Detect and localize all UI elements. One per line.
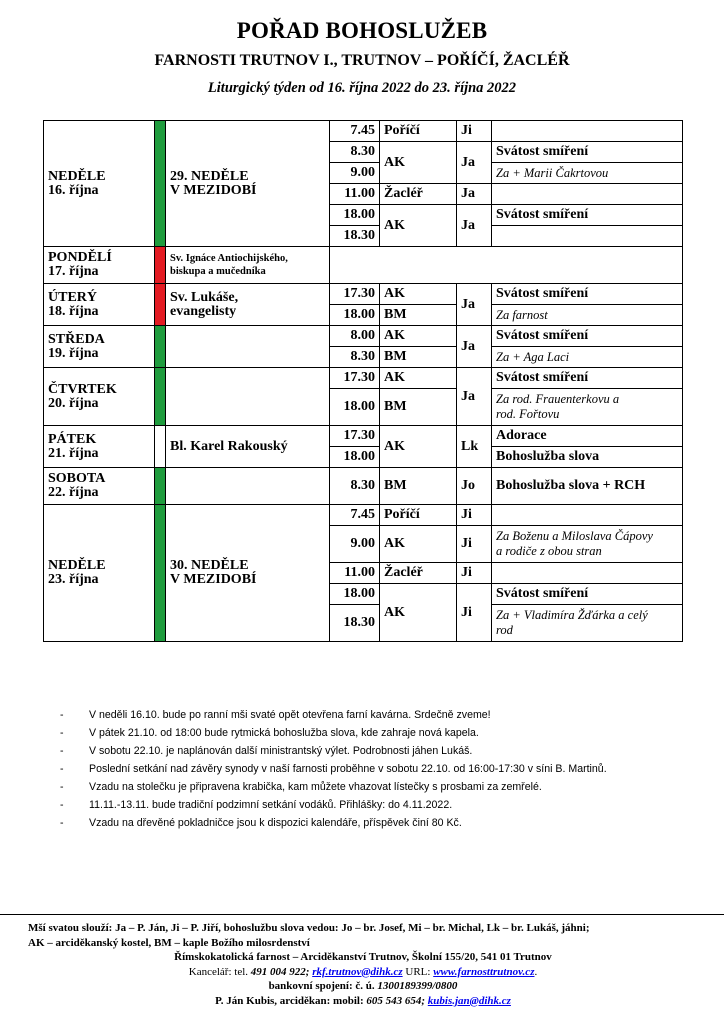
- place-cell: Žacléř: [380, 563, 457, 584]
- liturgical-color-green: [155, 121, 166, 247]
- feast-cell: Bl. Karel Rakouský: [166, 426, 330, 468]
- note-cell: [492, 121, 683, 142]
- time-cell: 11.00: [330, 184, 380, 205]
- place-cell: AK: [380, 284, 457, 305]
- feast-cell: [166, 326, 330, 368]
- time-cell: 8.30: [330, 347, 380, 368]
- time-cell: 18.00: [330, 305, 380, 326]
- priest-email-link[interactable]: kubis.jan@dihk.cz: [427, 994, 511, 1007]
- list-item: - 11.11.-13.11. bude tradiční podzimní setkání vodáků. Přihlášky: do 4.11.2022.: [56, 799, 686, 812]
- note-cell: Za rod. Frauenterkovu a rod. Fořtovu: [492, 389, 683, 426]
- celebrant-cell: Ja: [457, 205, 492, 247]
- note-cell: Za + Vladimíra Žďárka a celý rod: [492, 605, 683, 642]
- table-row: [44, 468, 683, 505]
- week-range: Liturgický týden od 16. října 2022 do 23. října 2022: [207, 80, 517, 96]
- note-cell: Svátost smíření: [492, 142, 683, 163]
- list-item: - V sobotu 22.10. je naplánován další ministrantský výlet. Podrobnosti jáhen Lukáš.: [56, 745, 686, 758]
- note-cell: [492, 226, 683, 247]
- liturgical-color-red: [155, 284, 166, 326]
- footer-office: Kancelář: tel. 491 004 922; rkf.trutnov@dihk.cz URL: www.farnosttrutnov.cz.: [188, 965, 538, 978]
- day-cell: ČTVRTEK 20. října: [44, 368, 155, 426]
- place-cell: BM: [380, 468, 457, 505]
- feast-cell: [166, 368, 330, 426]
- note-cell: Za + Marii Čakrtovou: [492, 163, 683, 184]
- celebrant-cell: Ja: [457, 142, 492, 184]
- schedule-table: [43, 120, 683, 642]
- note-cell: [492, 505, 683, 526]
- list-item: - Vzadu na stolečku je připravena krabička, kam můžete vhazovat lístečky s prosbami za zemřelé.: [56, 781, 686, 794]
- office-phone: 491 004 922;: [250, 965, 310, 978]
- place-cell: AK: [380, 526, 457, 563]
- notices-list: [56, 709, 686, 835]
- liturgical-color-green: [155, 468, 166, 505]
- footer-bank: bankovní spojení: č. ú. 1300189399/0800: [268, 980, 458, 992]
- feast-cell: [166, 468, 330, 505]
- feast-cell: Sv. Lukáše, evangelisty: [166, 284, 330, 326]
- liturgical-color-green: [155, 505, 166, 642]
- celebrant-cell: Ji: [457, 563, 492, 584]
- time-cell: 18.00: [330, 447, 380, 468]
- time-cell: 18.30: [330, 226, 380, 247]
- website-link[interactable]: www.farnosttrutnov.cz: [433, 965, 535, 978]
- time-cell: 18.30: [330, 605, 380, 642]
- celebrant-cell: Ji: [457, 526, 492, 563]
- footer-legend-celebrants: Mší svatou slouží: Ja – P. Ján, Ji – P. Jiří, bohoslužbu slova vedou: Jo – br. Josef, Mi – br. Michal, Lk – br. Lukáš, jáhni;: [28, 922, 590, 934]
- time-cell: 18.00: [330, 584, 380, 605]
- note-cell: Za Boženu a Miloslava Čápovy a rodiče z obou stran: [492, 526, 683, 563]
- list-item: - V pátek 21.10. od 18:00 bude rytmická bohoslužba slova, kde zahraje nová kapela.: [56, 727, 686, 740]
- place-cell: AK: [380, 368, 457, 389]
- day-cell: PONDĚLÍ 17. října: [44, 247, 155, 284]
- place-cell: Poříčí: [380, 505, 457, 526]
- day-cell: SOBOTA 22. října: [44, 468, 155, 505]
- celebrant-cell: Jo: [457, 468, 492, 505]
- parish-subtitle: FARNOSTI TRUTNOV I., TRUTNOV – POŘÍČÍ, ŽACLÉŘ: [154, 52, 570, 69]
- place-cell: BM: [380, 305, 457, 326]
- place-cell: AK: [380, 326, 457, 347]
- table-row: [44, 326, 683, 347]
- place-cell: AK: [380, 142, 457, 184]
- day-cell: PÁTEK 21. října: [44, 426, 155, 468]
- time-cell: 9.00: [330, 526, 380, 563]
- time-cell: 9.00: [330, 163, 380, 184]
- time-cell: 17.30: [330, 426, 380, 447]
- list-item: - Vzadu na dřevěné pokladničce jsou k dispozici kalendáře, příspěvek činí 80 Kč.: [56, 817, 686, 830]
- celebrant-cell: Ja: [457, 184, 492, 205]
- place-cell: AK: [380, 205, 457, 247]
- place-cell: BM: [380, 347, 457, 368]
- table-row: [44, 505, 683, 526]
- list-item: - V neděli 16.10. bude po ranní mši svaté opět otevřena farní kavárna. Srdečně zveme!: [56, 709, 686, 722]
- table-row: [44, 247, 683, 284]
- place-cell: Poříčí: [380, 121, 457, 142]
- empty-cell: [330, 247, 683, 284]
- note-cell: [492, 184, 683, 205]
- note-cell: Adorace: [492, 426, 683, 447]
- time-cell: 8.00: [330, 326, 380, 347]
- time-cell: 11.00: [330, 563, 380, 584]
- note-cell: Za farnost: [492, 305, 683, 326]
- day-cell: NEDĚLE 23. října: [44, 505, 155, 642]
- time-cell: 8.30: [330, 142, 380, 163]
- footer: [28, 921, 698, 1008]
- note-cell: Svátost smíření: [492, 368, 683, 389]
- celebrant-cell: Ja: [457, 326, 492, 368]
- time-cell: 18.00: [330, 389, 380, 426]
- list-item: - Poslední setkání nad závěry synody v naší farnosti proběhne v sobotu 22.10. od 16:00-17:30 v síni B. Martinů.: [56, 763, 686, 776]
- time-cell: 17.30: [330, 368, 380, 389]
- day-cell: NEDĚLE 16. října: [44, 121, 155, 247]
- time-cell: 18.00: [330, 205, 380, 226]
- celebrant-cell: Ji: [457, 505, 492, 526]
- office-email-link[interactable]: rkf.trutnov@dihk.cz: [312, 965, 403, 978]
- note-cell: Svátost smíření: [492, 584, 683, 605]
- footer-priest: P. Ján Kubis, arciděkan: mobil: 605 543 654; kubis.jan@dihk.cz: [215, 994, 511, 1007]
- note-cell: Bohoslužba slova + RCH: [492, 468, 683, 505]
- day-cell: ÚTERÝ 18. října: [44, 284, 155, 326]
- celebrant-cell: Ji: [457, 584, 492, 642]
- time-cell: 7.45: [330, 505, 380, 526]
- table-row: [44, 426, 683, 447]
- celebrant-cell: Lk: [457, 426, 492, 468]
- note-cell: Bohoslužba slova: [492, 447, 683, 468]
- time-cell: 17.30: [330, 284, 380, 305]
- celebrant-cell: Ji: [457, 121, 492, 142]
- liturgical-color-green: [155, 326, 166, 368]
- note-cell: Svátost smíření: [492, 205, 683, 226]
- time-cell: 8.30: [330, 468, 380, 505]
- time-cell: 7.45: [330, 121, 380, 142]
- footer-address: Římskokatolická farnost – Arciděkanství Trutnov, Školní 155/20, 541 01 Trutnov: [174, 951, 552, 963]
- footer-divider: [0, 914, 724, 915]
- liturgical-color-white: [155, 426, 166, 468]
- note-cell: Za + Aga Laci: [492, 347, 683, 368]
- place-cell: Žacléř: [380, 184, 457, 205]
- note-cell: Svátost smíření: [492, 284, 683, 305]
- feast-cell: Sv. Ignáce Antiochijského, biskupa a mučedníka: [166, 247, 330, 284]
- page-title: POŘAD BOHOSLUŽEB: [236, 18, 488, 43]
- place-cell: AK: [380, 426, 457, 468]
- day-cell: STŘEDA 19. října: [44, 326, 155, 368]
- note-cell: Svátost smíření: [492, 326, 683, 347]
- place-cell: BM: [380, 389, 457, 426]
- place-cell: AK: [380, 584, 457, 642]
- note-cell: [492, 563, 683, 584]
- footer-legend-places: AK – arciděkanský kostel, BM – kaple Božího milosrdenství: [28, 936, 310, 949]
- liturgical-color-red: [155, 247, 166, 284]
- celebrant-cell: Ja: [457, 368, 492, 426]
- feast-cell: 29. NEDĚLE V MEZIDOBÍ: [166, 121, 330, 247]
- table-row: [44, 121, 683, 142]
- liturgical-color-green: [155, 368, 166, 426]
- table-row: [44, 284, 683, 305]
- celebrant-cell: Ja: [457, 284, 492, 326]
- table-row: [44, 368, 683, 389]
- feast-cell: 30. NEDĚLE V MEZIDOBÍ: [166, 505, 330, 642]
